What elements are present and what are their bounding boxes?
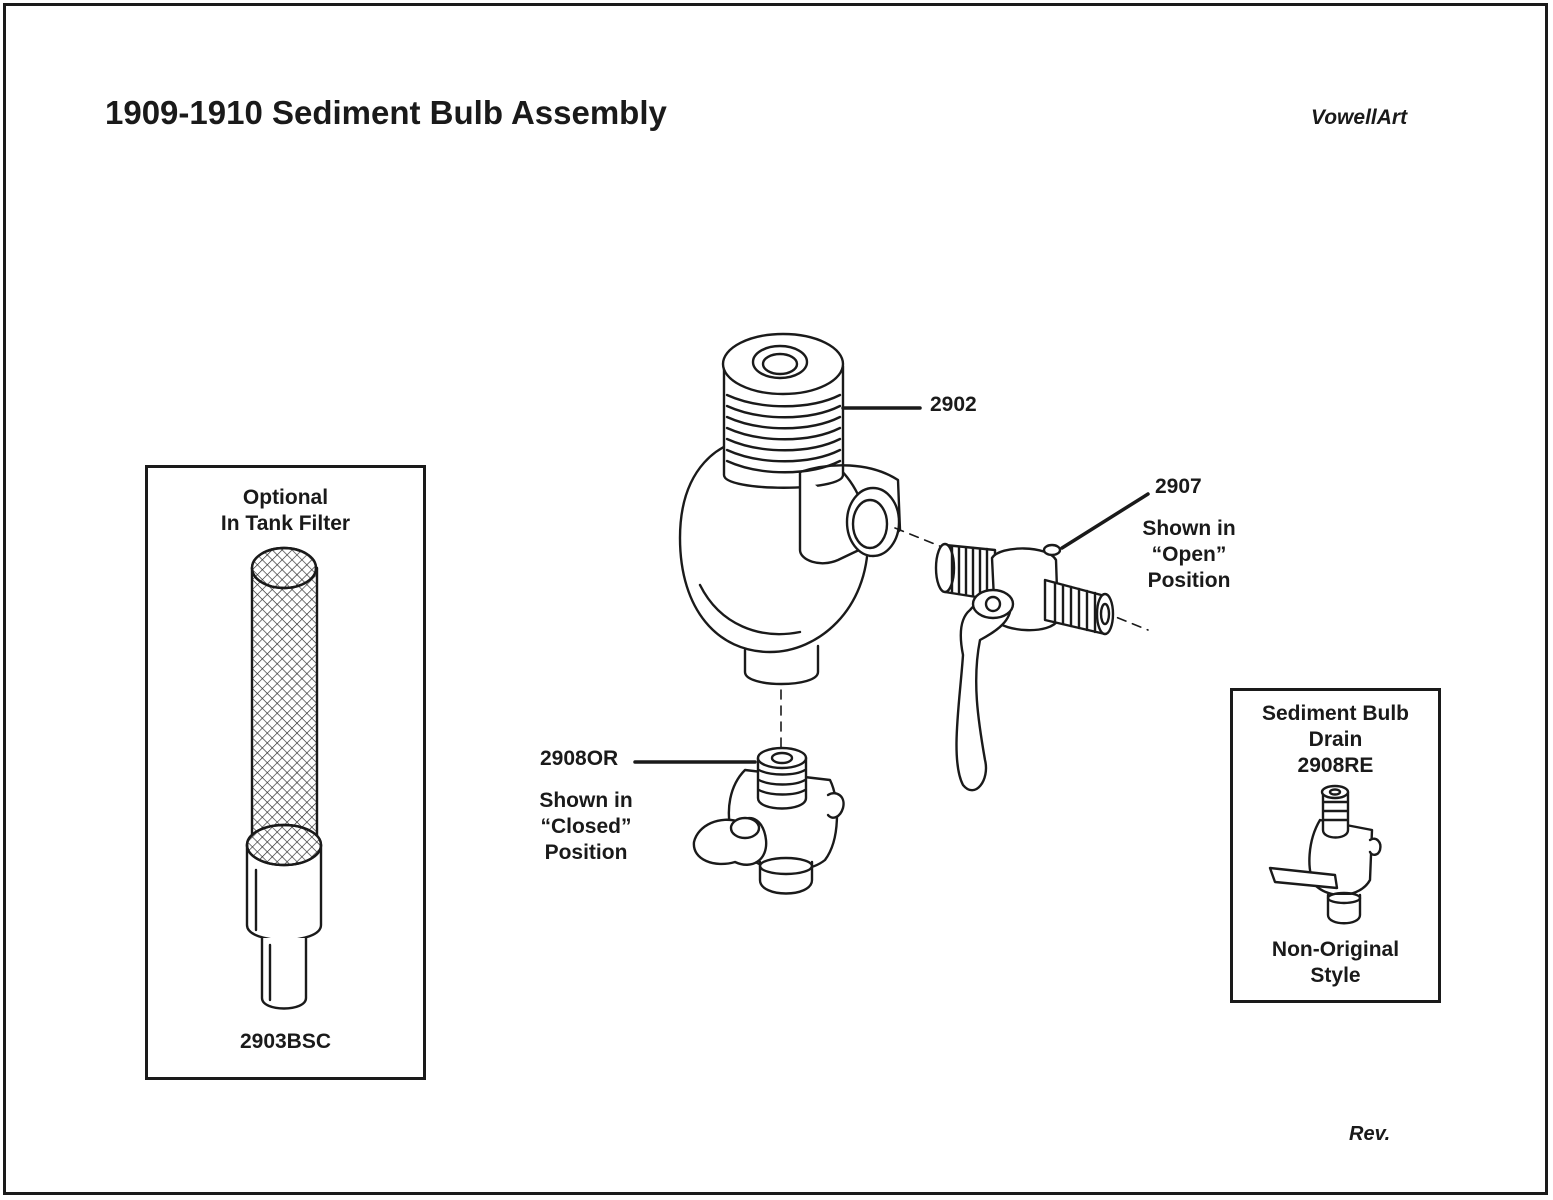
filter-panel-heading	[148, 485, 423, 537]
drain-cock-2908or	[694, 748, 844, 894]
filter-heading-line2: In Tank Filter	[220, 512, 351, 535]
drain-footer-line2: Style	[1310, 964, 1361, 987]
petcock-position-note	[1124, 516, 1254, 594]
petcock-note-line2: “Open”	[1151, 543, 1227, 566]
drain-footer-line1: Non-Original	[1271, 938, 1400, 961]
drain-cock-position-note	[521, 788, 651, 866]
filter-heading-line1: Optional	[242, 486, 329, 509]
callout-2908or: 2908OR	[540, 747, 619, 770]
callout-2902: 2902	[930, 393, 977, 416]
callout-2907: 2907	[1155, 475, 1202, 498]
petcock-2907	[936, 544, 1113, 790]
filter-part-number: 2903BSC	[239, 1030, 332, 1053]
drain-note-line1: Shown in	[539, 789, 633, 812]
drain-part-number: 2908RE	[1297, 754, 1374, 777]
drain-panel-heading	[1233, 701, 1438, 779]
drain-heading-line2: Drain	[1308, 728, 1363, 751]
brand-credit: VowellArt	[1311, 106, 1408, 129]
revision-label: Rev.	[1349, 1123, 1391, 1145]
sediment-bulb-2902	[680, 334, 900, 684]
drain-panel-footer	[1233, 937, 1438, 989]
drain-2908re	[1270, 786, 1380, 923]
drain-heading-line1: Sediment Bulb	[1261, 702, 1409, 725]
drain-note-line3: Position	[544, 841, 628, 864]
petcock-note-line1: Shown in	[1142, 517, 1236, 540]
drain-note-line2: “Closed”	[540, 815, 632, 838]
in-tank-filter-2903bsc	[247, 548, 321, 1009]
diagram-title: 1909-1910 Sediment Bulb Assembly	[105, 94, 667, 131]
petcock-note-line3: Position	[1147, 569, 1231, 592]
